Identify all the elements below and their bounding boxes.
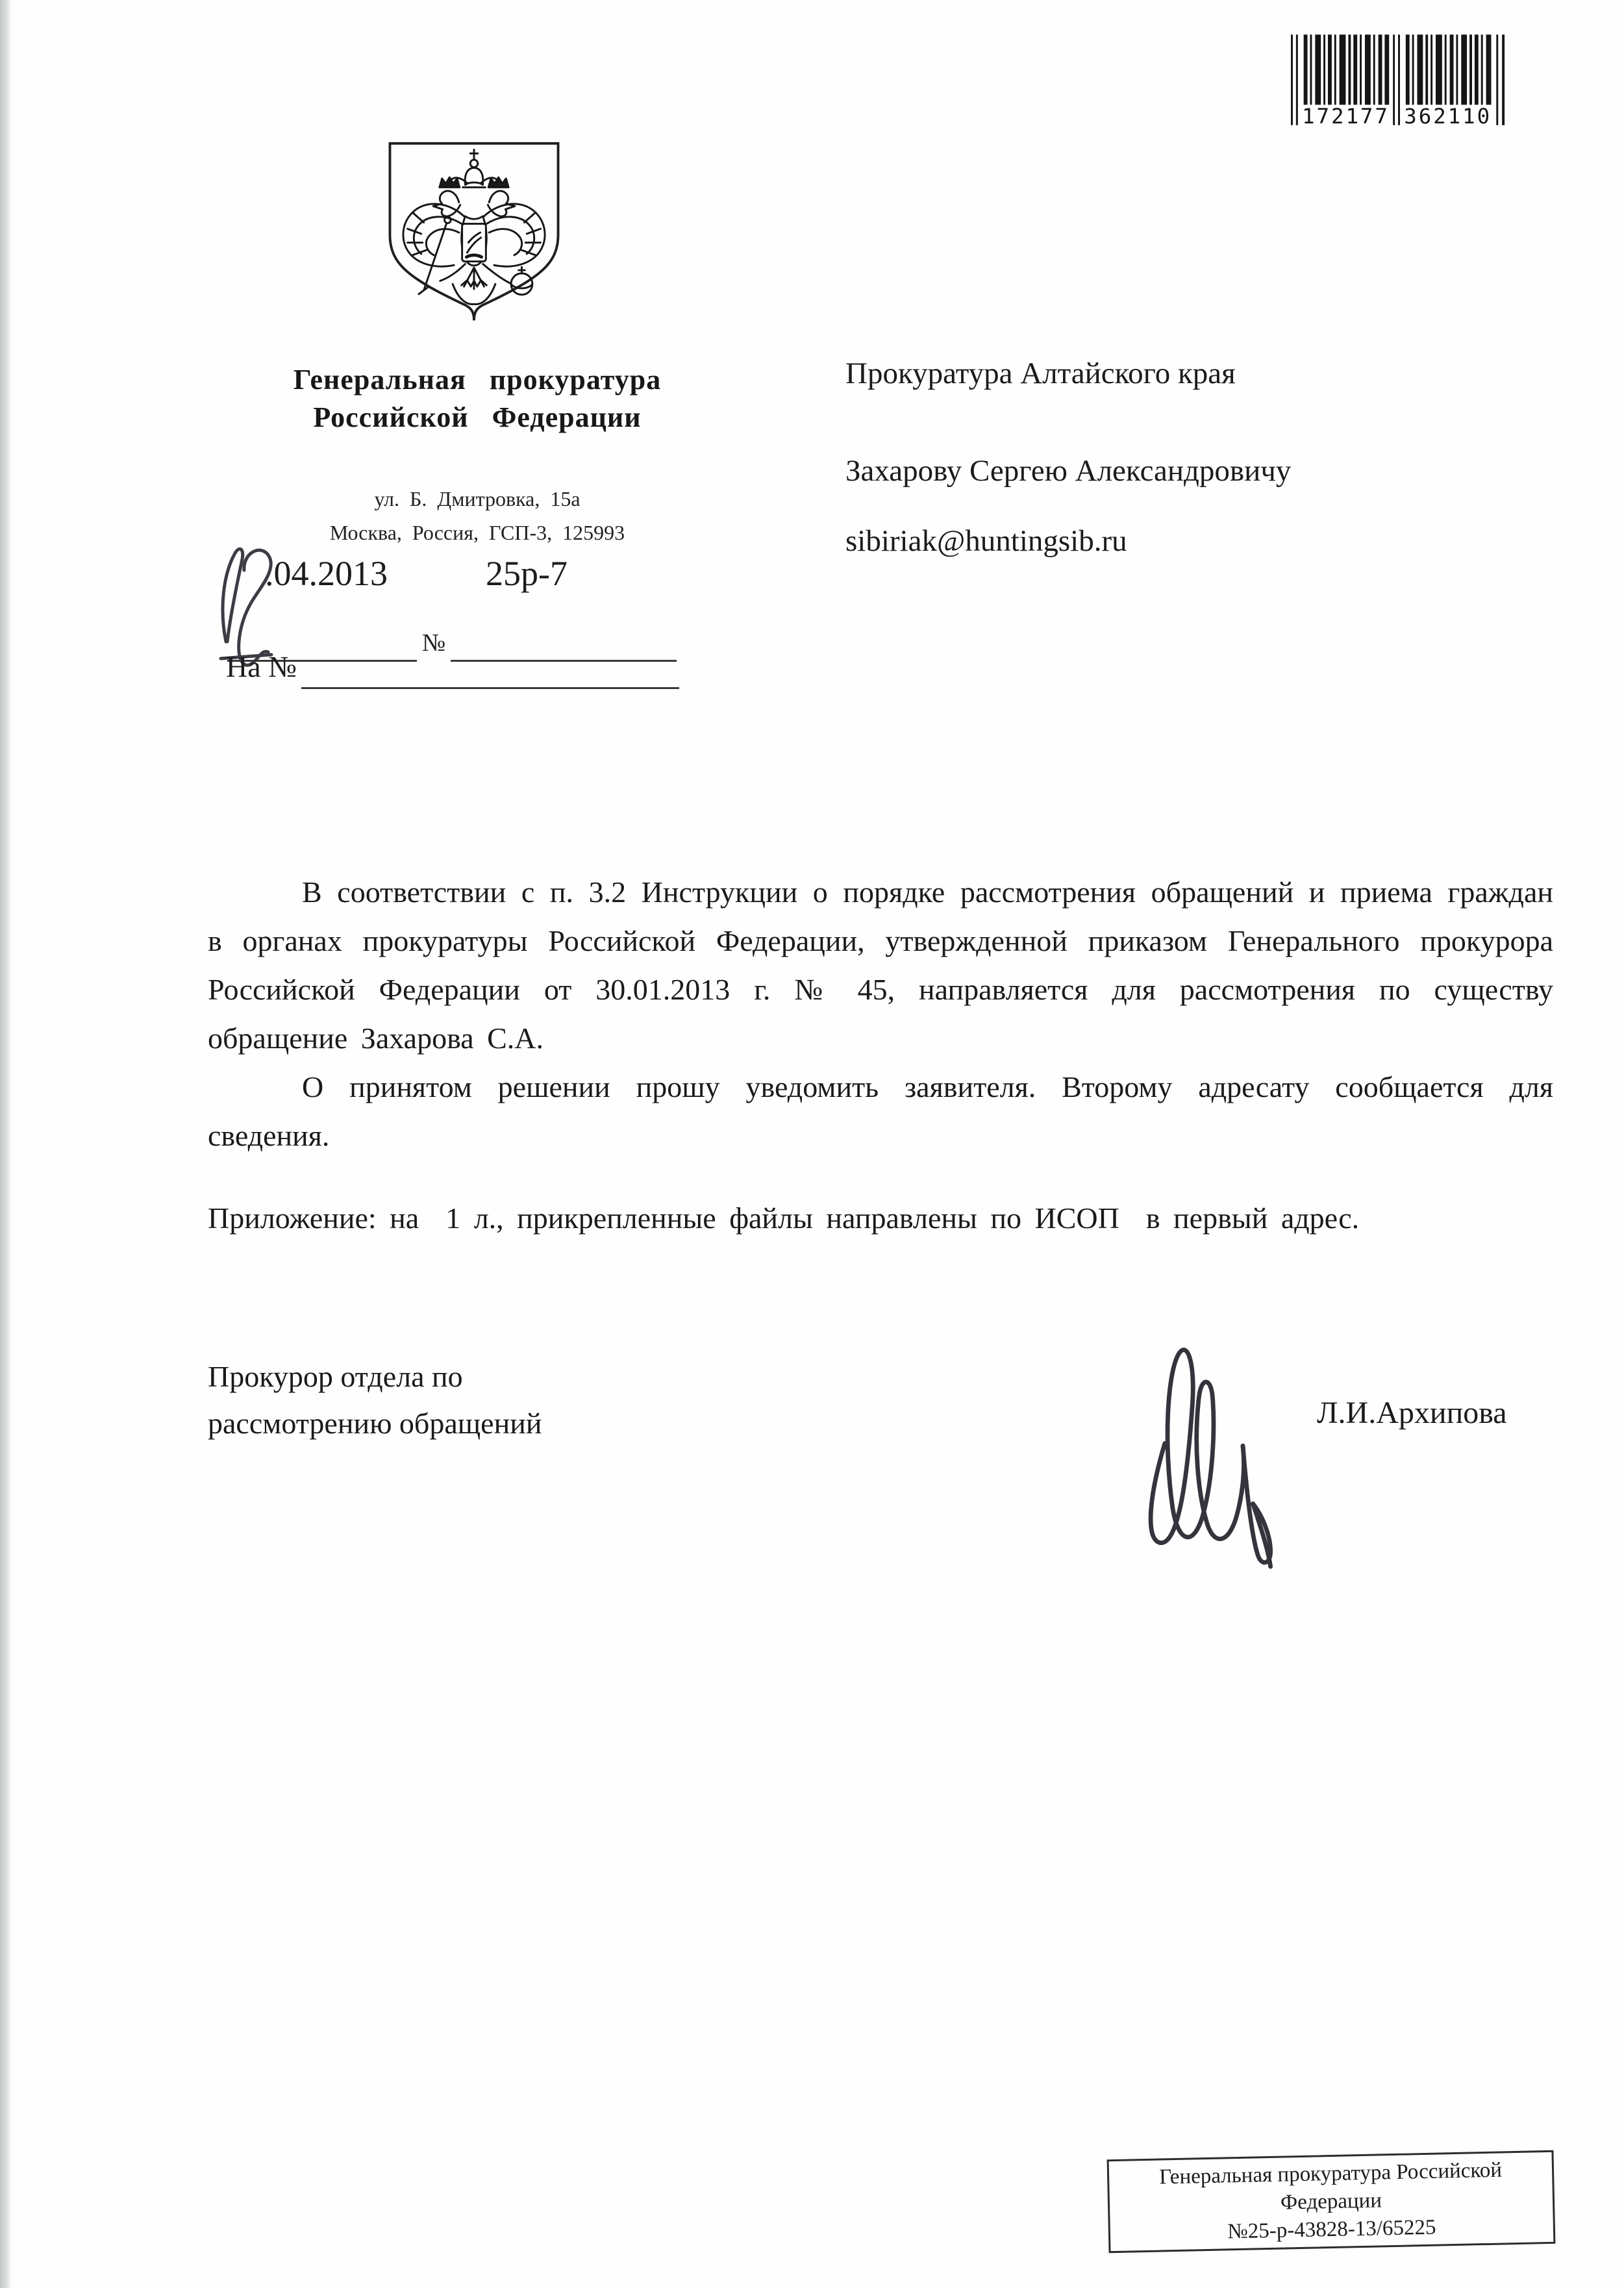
org-address-line2: Москва, Россия, ГСП-3, 125993 bbox=[329, 521, 625, 544]
org-title bbox=[218, 361, 737, 436]
attachment-note: Приложение: на 1 л., прикрепленные файлы направлены по ИСОП в первый адрес. bbox=[208, 1201, 1360, 1235]
body-paragraph-1: В соответствии с п. 3.2 Инструкции о порядке рассмотрения обращений и приема граждан в органах прокуратуры Российской Федерации, утвержденной приказом Генерального прокурора Российской Федерации от 30.01.2013 г. № 45, направляется для рассмотрения по существу обращение Захарова С.А. bbox=[208, 875, 1553, 1055]
registration-stamp bbox=[1107, 2150, 1556, 2253]
signer-name: Л.И.Архипова bbox=[1317, 1396, 1507, 1430]
letter-body bbox=[208, 868, 1553, 1160]
signature-scribble bbox=[1122, 1324, 1323, 1577]
recipient-email: sibiriak@huntingsib.ru bbox=[845, 524, 1127, 558]
stamp-number: №25-р-43828-13/65225 bbox=[1227, 2215, 1436, 2243]
recipient-person: Захарову Сергею Александровичу bbox=[845, 454, 1292, 488]
signer-position-line2: рассмотрению обращений bbox=[208, 1407, 542, 1440]
coat-of-arms-icon bbox=[380, 134, 568, 352]
date-printed: .04.2013 bbox=[265, 554, 388, 593]
stamp-line2: Федерации bbox=[1280, 2188, 1382, 2215]
reply-underline bbox=[301, 687, 679, 689]
org-address-line1: ул. Б. Дмитровка, 15а bbox=[374, 487, 581, 510]
scan-edge-artifact bbox=[0, 0, 12, 2288]
org-title-line2: Российской Федерации bbox=[313, 401, 642, 433]
body-paragraph-2: О принятом решении прошу уведомить заявителя. Второму адресату сообщается для сведения. bbox=[208, 1070, 1553, 1152]
org-title-line1: Генеральная прокуратура bbox=[293, 364, 662, 396]
recipient-organization: Прокуратура Алтайского края bbox=[845, 357, 1236, 390]
barcode bbox=[1291, 32, 1508, 127]
number-underline bbox=[451, 660, 677, 662]
barcode-digits-right: 362110 bbox=[1404, 103, 1492, 127]
barcode-bars-graphic bbox=[1291, 32, 1508, 127]
barcode-digits-left: 172177 bbox=[1302, 103, 1390, 127]
signer-position-line1: Прокурор отдела по bbox=[208, 1360, 463, 1393]
number-sign-label: № bbox=[422, 629, 446, 657]
signer-position bbox=[208, 1353, 792, 1447]
ref-number: 25р-7 bbox=[486, 554, 568, 593]
stamp-line1: Генеральная прокуратура Российской bbox=[1158, 2157, 1503, 2189]
reply-to-number-label: На № bbox=[226, 650, 297, 683]
org-address bbox=[218, 482, 737, 549]
